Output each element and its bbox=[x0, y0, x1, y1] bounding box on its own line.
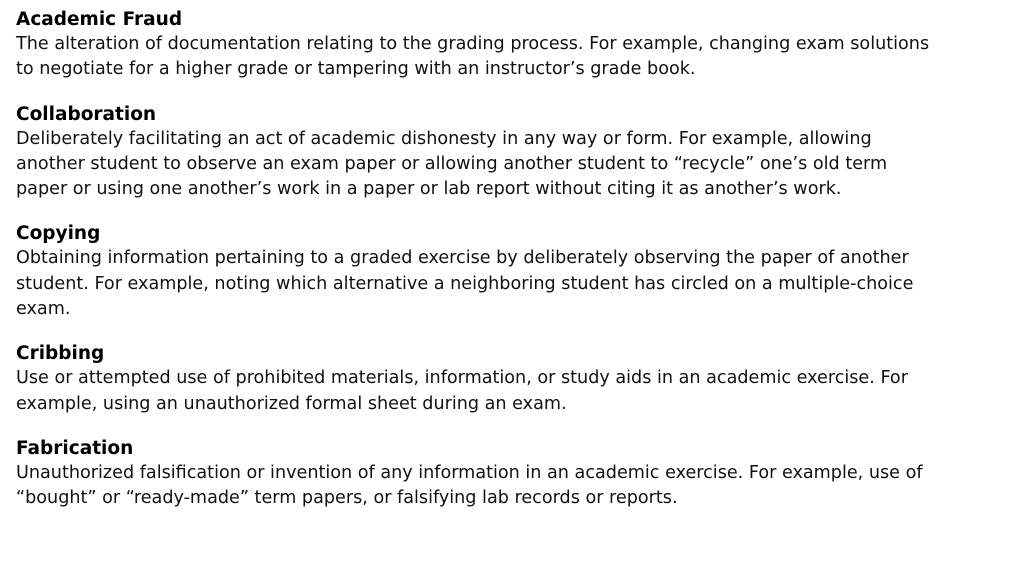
entry-fabrication bbox=[16, 436, 981, 512]
term-heading: Fabrication bbox=[16, 437, 134, 459]
term-definition: Deliberately facilitating an act of academic dishonesty in any way or form. For example, allowing another student to observe an exam paper or allowing another student to “recycle” one’s old term paper or using one another’s work in a paper or lab report without citing it as another’s work. bbox=[16, 128, 888, 200]
term-heading: Copying bbox=[16, 223, 101, 245]
entry-collaboration bbox=[16, 102, 981, 203]
term-definition: Unauthorized falsification or invention of any information in an academic exercise. For example, use of “bought” or “ready-made” term papers, or falsifying lab records or reports. bbox=[16, 462, 923, 509]
entry-cribbing bbox=[16, 341, 981, 417]
term-heading: Cribbing bbox=[16, 343, 105, 365]
entry-academic-fraud bbox=[16, 7, 981, 83]
term-definition: Obtaining information pertaining to a graded exercise by deliberately observing the paper of another student. For example, noting which alternative a neighboring student has circled on a multiple-choice exam. bbox=[16, 248, 914, 320]
entry-copying bbox=[16, 221, 981, 322]
term-heading: Academic Fraud bbox=[16, 9, 183, 30]
term-definition: The alteration of documentation relating to the grading process. For example, changing exam solutions to negotiate for a higher grade or tampering with an instructor’s grade book. bbox=[16, 34, 930, 80]
term-definition: Use or attempted use of prohibited materials, information, or study aids in an academic exercise. For example, using an unauthorized formal sheet during an exam. bbox=[16, 368, 908, 414]
term-heading: Collaboration bbox=[16, 103, 157, 125]
